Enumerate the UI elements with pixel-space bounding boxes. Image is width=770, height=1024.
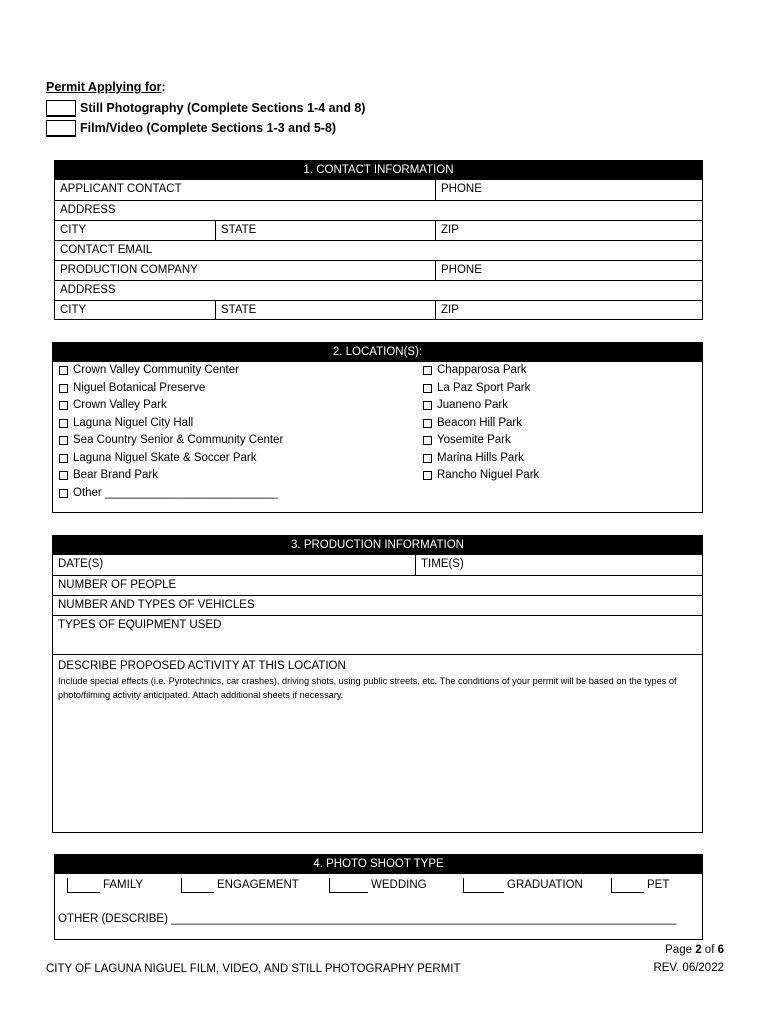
production-city-field[interactable]: CITY xyxy=(60,304,87,316)
location-item[interactable] xyxy=(59,362,283,380)
locations-right-list xyxy=(423,362,539,485)
location-label: Sea Country Senior & Community Center xyxy=(73,434,284,446)
photo-shoot-section xyxy=(54,854,703,940)
locations-left-list xyxy=(59,362,283,502)
location-checkbox[interactable] xyxy=(59,436,68,445)
still-photography-checkbox[interactable] xyxy=(46,100,76,117)
dates-field[interactable]: DATE(S) xyxy=(58,558,104,570)
city-row xyxy=(55,220,702,240)
permit-type-block xyxy=(46,80,365,138)
graduation-label: GRADUATION xyxy=(507,879,583,891)
production-zip-field[interactable]: ZIP xyxy=(435,301,702,320)
location-checkbox[interactable] xyxy=(59,489,68,498)
production-section xyxy=(52,535,703,833)
location-checkbox[interactable] xyxy=(59,471,68,480)
location-checkbox[interactable] xyxy=(59,454,68,463)
shoot-option-graduation[interactable] xyxy=(463,878,583,893)
location-label: Crown Valley Community Center xyxy=(73,364,239,376)
location-label: Bear Brand Park xyxy=(73,469,159,481)
location-label: Marina Hills Park xyxy=(437,451,524,464)
location-item[interactable] xyxy=(423,467,539,485)
production-state-field[interactable]: STATE xyxy=(215,301,435,320)
shoot-option-pet[interactable] xyxy=(611,878,669,893)
location-item[interactable] xyxy=(423,380,539,398)
permit-heading-text: Permit Applying for xyxy=(46,80,162,94)
page-prefix: Page xyxy=(665,944,696,956)
state-field[interactable]: STATE xyxy=(215,221,435,240)
contact-section xyxy=(54,160,703,320)
locations-section-header: 2. LOCATION(S): xyxy=(53,343,702,362)
address2-row xyxy=(55,280,702,300)
applicant-row xyxy=(55,180,702,200)
location-item[interactable] xyxy=(59,467,283,485)
shoot-option-family[interactable] xyxy=(67,878,143,893)
family-label: FAMILY xyxy=(103,879,144,891)
location-item[interactable] xyxy=(59,485,283,503)
shoot-option-wedding[interactable] xyxy=(329,878,427,893)
contact-email-field[interactable]: CONTACT EMAIL xyxy=(60,244,153,256)
location-item[interactable] xyxy=(423,432,539,450)
describe-activity-note: Include special effects (i.e. Pyrotechnics, car crashes), driving shots, using public streets, etc. The conditions of your permit will be based on the types of photo/filming activity anticipated. Attach additional sheets if necessary. xyxy=(58,676,677,700)
location-checkbox[interactable] xyxy=(59,401,68,410)
location-item[interactable] xyxy=(59,415,283,433)
location-label: La Paz Sport Park xyxy=(437,381,531,394)
page-number xyxy=(665,944,724,956)
film-video-label: Film/Video (Complete Sections 1-3 and 5-8) xyxy=(80,121,337,135)
location-item[interactable] xyxy=(59,380,283,398)
location-item[interactable] xyxy=(423,450,539,468)
location-checkbox[interactable] xyxy=(423,384,432,393)
location-checkbox[interactable] xyxy=(423,454,432,463)
equipment-row xyxy=(53,615,702,654)
vehicles-field[interactable]: NUMBER AND TYPES OF VEHICLES xyxy=(58,599,255,611)
times-field[interactable]: TIME(S) xyxy=(415,555,702,575)
describe-row[interactable] xyxy=(53,654,702,834)
address-row xyxy=(55,200,702,220)
location-checkbox[interactable] xyxy=(423,401,432,410)
production-company-field[interactable]: PRODUCTION COMPANY xyxy=(60,264,198,276)
location-checkbox[interactable] xyxy=(423,471,432,480)
production-address-field[interactable]: ADDRESS xyxy=(60,284,116,296)
describe-activity-label: DESCRIBE PROPOSED ACTIVITY AT THIS LOCATION xyxy=(58,660,346,672)
shoot-option-engagement[interactable] xyxy=(181,878,299,893)
page-total: 6 xyxy=(717,944,724,956)
location-label: Niguel Botanical Preserve xyxy=(73,381,206,394)
contact-section-header: 1. CONTACT INFORMATION xyxy=(55,161,702,180)
permit-heading xyxy=(46,80,365,98)
location-label: Juaneno Park xyxy=(437,399,508,411)
locations-section xyxy=(52,342,703,513)
zip-field[interactable]: ZIP xyxy=(435,221,702,240)
graduation-blank[interactable] xyxy=(463,878,504,893)
production-company-row xyxy=(55,260,702,280)
location-item[interactable] xyxy=(59,397,283,415)
address-field[interactable]: ADDRESS xyxy=(60,204,116,216)
production-phone-field[interactable]: PHONE xyxy=(435,261,702,280)
permit-option-still[interactable] xyxy=(46,98,365,118)
location-checkbox[interactable] xyxy=(59,384,68,393)
location-item[interactable] xyxy=(423,362,539,380)
location-label: Crown Valley Park xyxy=(73,399,167,411)
location-label: Chapparosa Park xyxy=(437,364,527,376)
email-row xyxy=(55,240,702,260)
dates-row xyxy=(53,555,702,575)
still-photography-label: Still Photography (Complete Sections 1-4 and 8) xyxy=(80,101,366,115)
wedding-label: WEDDING xyxy=(371,879,427,891)
family-blank[interactable] xyxy=(67,878,100,893)
applicant-contact-field[interactable]: APPLICANT CONTACT xyxy=(60,183,182,195)
other-describe-field[interactable]: OTHER (DESCRIBE) _______________________________________________________________________________ xyxy=(58,913,677,925)
location-checkbox[interactable] xyxy=(423,419,432,428)
wedding-blank[interactable] xyxy=(329,878,368,893)
location-label: Beacon Hill Park xyxy=(437,416,523,429)
engagement-blank[interactable] xyxy=(181,878,214,893)
location-checkbox[interactable] xyxy=(423,366,432,375)
shoot-type-options xyxy=(67,875,697,895)
page-current: 2 xyxy=(695,944,702,956)
people-row xyxy=(53,575,702,595)
photo-shoot-section-header: 4. PHOTO SHOOT TYPE xyxy=(55,855,702,874)
city2-row xyxy=(55,300,702,320)
location-checkbox[interactable] xyxy=(59,419,68,428)
location-item[interactable] xyxy=(423,397,539,415)
location-item[interactable] xyxy=(59,450,283,468)
location-item[interactable] xyxy=(423,415,539,433)
location-checkbox[interactable] xyxy=(59,366,68,375)
location-item[interactable] xyxy=(59,432,283,450)
location-checkbox[interactable] xyxy=(423,436,432,445)
applicant-phone-field[interactable]: PHONE xyxy=(435,180,702,200)
location-label: Yosemite Park xyxy=(437,434,511,446)
production-section-header: 3. PRODUCTION INFORMATION xyxy=(53,536,702,555)
permit-heading-colon: : xyxy=(161,80,166,94)
city-field[interactable]: CITY xyxy=(60,224,87,236)
location-label: Rancho Niguel Park xyxy=(437,469,540,481)
vehicles-row xyxy=(53,595,702,615)
equipment-field[interactable]: TYPES OF EQUIPMENT USED xyxy=(58,619,222,631)
permit-option-film[interactable] xyxy=(46,118,365,138)
pet-blank[interactable] xyxy=(611,878,644,893)
revision: REV. 06/2022 xyxy=(653,962,724,974)
film-video-checkbox[interactable] xyxy=(46,120,76,137)
footer-org: CITY OF LAGUNA NIGUEL FILM, VIDEO, AND STILL PHOTOGRAPHY PERMIT xyxy=(46,963,461,975)
location-label: Laguna Niguel City Hall xyxy=(73,416,194,429)
page-of: of xyxy=(701,944,718,956)
pet-label: PET xyxy=(647,879,670,891)
location-label: Other ___________________________ xyxy=(73,486,278,499)
engagement-label: ENGAGEMENT xyxy=(217,879,299,891)
location-label: Laguna Niguel Skate & Soccer Park xyxy=(73,451,257,464)
number-of-people-field[interactable]: NUMBER OF PEOPLE xyxy=(58,579,177,591)
